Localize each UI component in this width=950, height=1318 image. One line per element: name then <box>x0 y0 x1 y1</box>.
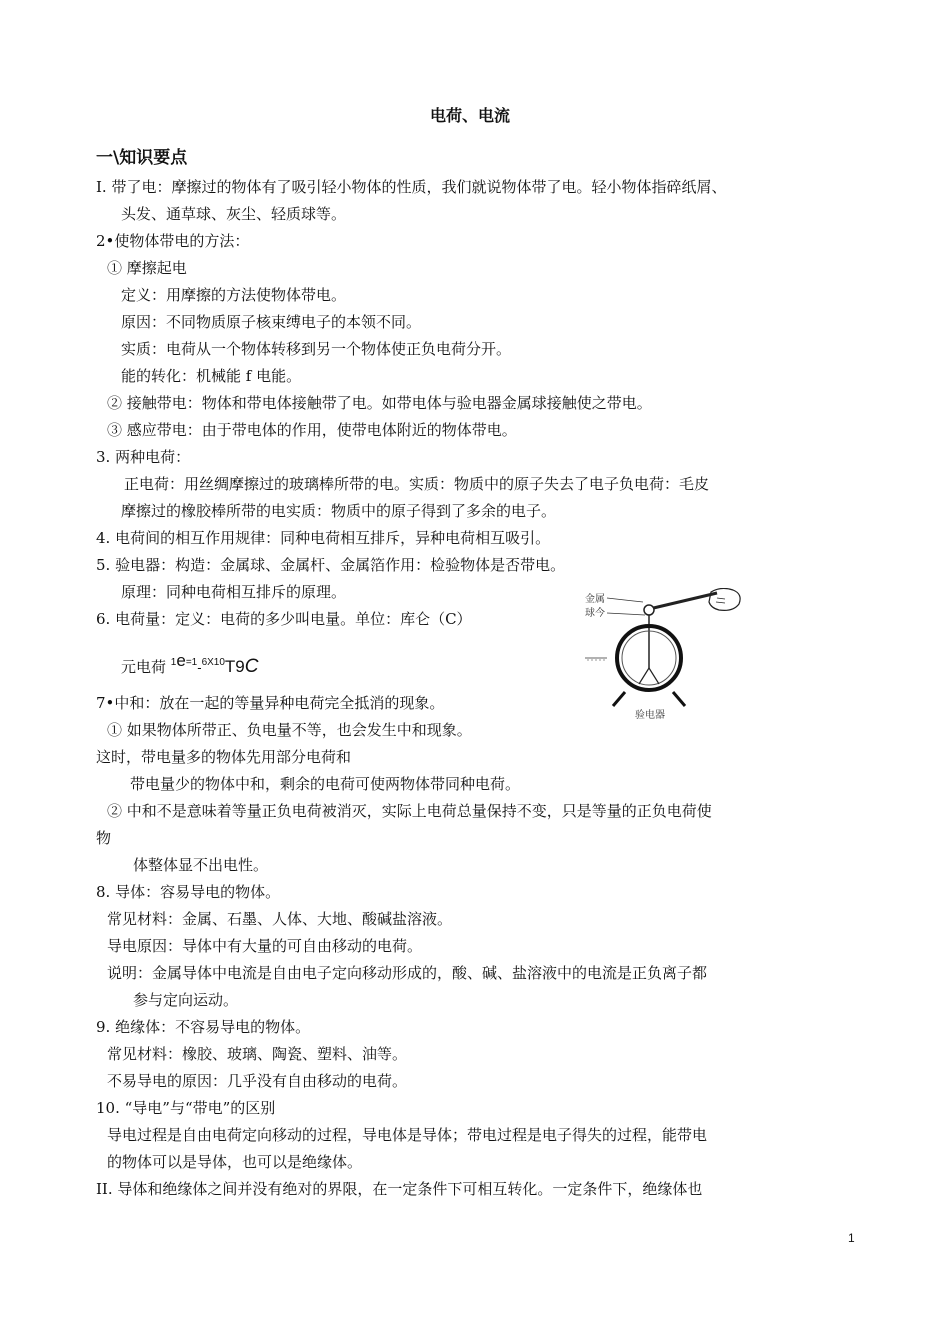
text-line: 9. 绝缘体：不容易导电的物体。 <box>96 1018 311 1036</box>
text-line: 8. 导体：容易导电的物体。 <box>96 883 281 901</box>
formula-sup: 6X10 <box>201 657 225 668</box>
text-line: 带电量少的物体中和，剩余的电荷可使两物体带同种电荷。 <box>130 775 521 793</box>
text-line: 3. 两种电荷： <box>96 448 191 466</box>
text-line: I. 带了电：摩擦过的物体有了吸引轻小物体的性质，我们就说物体带了电。轻小物体指碎纸屑、 <box>96 178 727 196</box>
page-title: 电荷、电流 <box>430 106 511 125</box>
formula-minus: - <box>197 660 202 675</box>
text-line: 参与定向运动。 <box>133 991 239 1009</box>
formula-e: e <box>176 651 186 670</box>
text-line: 10. “导电”与“带电”的区别 <box>96 1099 276 1117</box>
text-line: II. 导体和绝缘体之间并没有绝对的界限，在一定条件下可相互转化。一定条件下，绝缘体也 <box>96 1180 703 1198</box>
formula-tail: T9 <box>224 657 245 676</box>
page-number: 1 <box>848 1231 855 1245</box>
text-line: 说明：金属导体中电流是自由电子定向移动形成的，酸、碱、盐溶液中的电流是正负离子都 <box>107 964 708 982</box>
text-line: 原因：不同物质原子核束缚电子的本领不同。 <box>121 313 422 331</box>
text-line: ① 摩擦起电 <box>107 259 187 277</box>
pointer-line <box>607 613 645 615</box>
pointer-line <box>607 598 643 602</box>
charged-rod <box>645 593 717 610</box>
figure-label-ball: 球今 <box>585 608 605 619</box>
hand-fingers <box>716 598 725 603</box>
formula-line <box>121 651 259 680</box>
metal-ball <box>644 605 654 615</box>
text-line: 5. 验电器：构造：金属球、金属杆、金属箔作用：检验物体是否带电。 <box>96 556 566 574</box>
text-line: ③ 感应带电：由于带电体的作用，使带电体附近的物体带电。 <box>107 421 517 439</box>
text-line: 7•中和：放在一起的等量异种电荷完全抵消的现象。 <box>96 694 445 712</box>
text-line: ② 接触带电：物体和带电体接触带了电。如带电体与验电器金属球接触使之带电。 <box>107 394 652 412</box>
text-line: 头发、通草球、灰尘、轻质球等。 <box>121 205 347 223</box>
text-line: 导电原因：导体中有大量的可自由移动的电荷。 <box>107 937 423 955</box>
text-line: 2•使物体带电的方法： <box>96 232 250 250</box>
formula-sup: =1 <box>185 657 198 668</box>
formula-unit: C <box>244 656 259 677</box>
figure-label-metal: 金属 <box>585 594 605 605</box>
text-line: 正电荷：用丝绸摩擦过的玻璃棒所带的电。实质：物质中的原子失去了电子负电荷：毛皮 <box>124 475 710 493</box>
text-line: 导电过程是自由电荷定向移动的过程，导电体是导体；带电过程是电子得失的过程，能带电 <box>107 1126 708 1144</box>
text-line: 4. 电荷间的相互作用规律：同种电荷相互排斥，异种电荷相互吸引。 <box>96 529 551 547</box>
hand-icon <box>709 588 740 610</box>
electroscope-figure <box>585 588 755 724</box>
text-line: 不易导电的原因：几乎没有自由移动的电荷。 <box>107 1072 408 1090</box>
text-line: 实质：电荷从一个物体转移到另一个物体使正负电荷分开。 <box>121 340 512 358</box>
text-line: 常见材料：橡胶、玻璃、陶瓷、塑料、油等。 <box>107 1045 408 1063</box>
text-line: ② 中和不是意味着等量正负电荷被消灭，实际上电荷总量保持不变，只是等量的正负电荷使 <box>107 802 712 820</box>
formula-prefix: 元电荷 <box>121 658 171 676</box>
text-line: 这时，带电量多的物体先用部分电荷和 <box>96 748 352 766</box>
text-line: 摩擦过的橡胶棒所带的电实质：物质中的原子得到了多余的电子。 <box>121 502 557 520</box>
text-line: 6. 电荷量：定义：电荷的多少叫电量。单位：库仑（C） <box>96 610 472 628</box>
text-line: 常见材料：金属、石墨、人体、大地、酸碱盐溶液。 <box>107 910 453 928</box>
text-line: 体整体显不出电性。 <box>133 856 269 874</box>
figure-caption: 验电器 <box>635 710 665 721</box>
text-line: 定义：用摩擦的方法使物体带电。 <box>121 286 347 304</box>
text-line: 原理：同种电荷相互排斥的原理。 <box>121 583 347 601</box>
text-line: 的物体可以是导体，也可以是绝缘体。 <box>107 1153 363 1171</box>
formula-sup: 1 <box>170 657 177 668</box>
section-heading: 一\知识要点 <box>96 148 188 168</box>
stand-legs <box>613 692 685 706</box>
text-line: 物 <box>96 829 112 847</box>
text-line: 能的转化：机械能 f 电能。 <box>121 367 302 385</box>
metal-leaves <box>639 668 659 684</box>
text-line: ① 如果物体所带正、负电量不等，也会发生中和现象。 <box>107 721 472 739</box>
